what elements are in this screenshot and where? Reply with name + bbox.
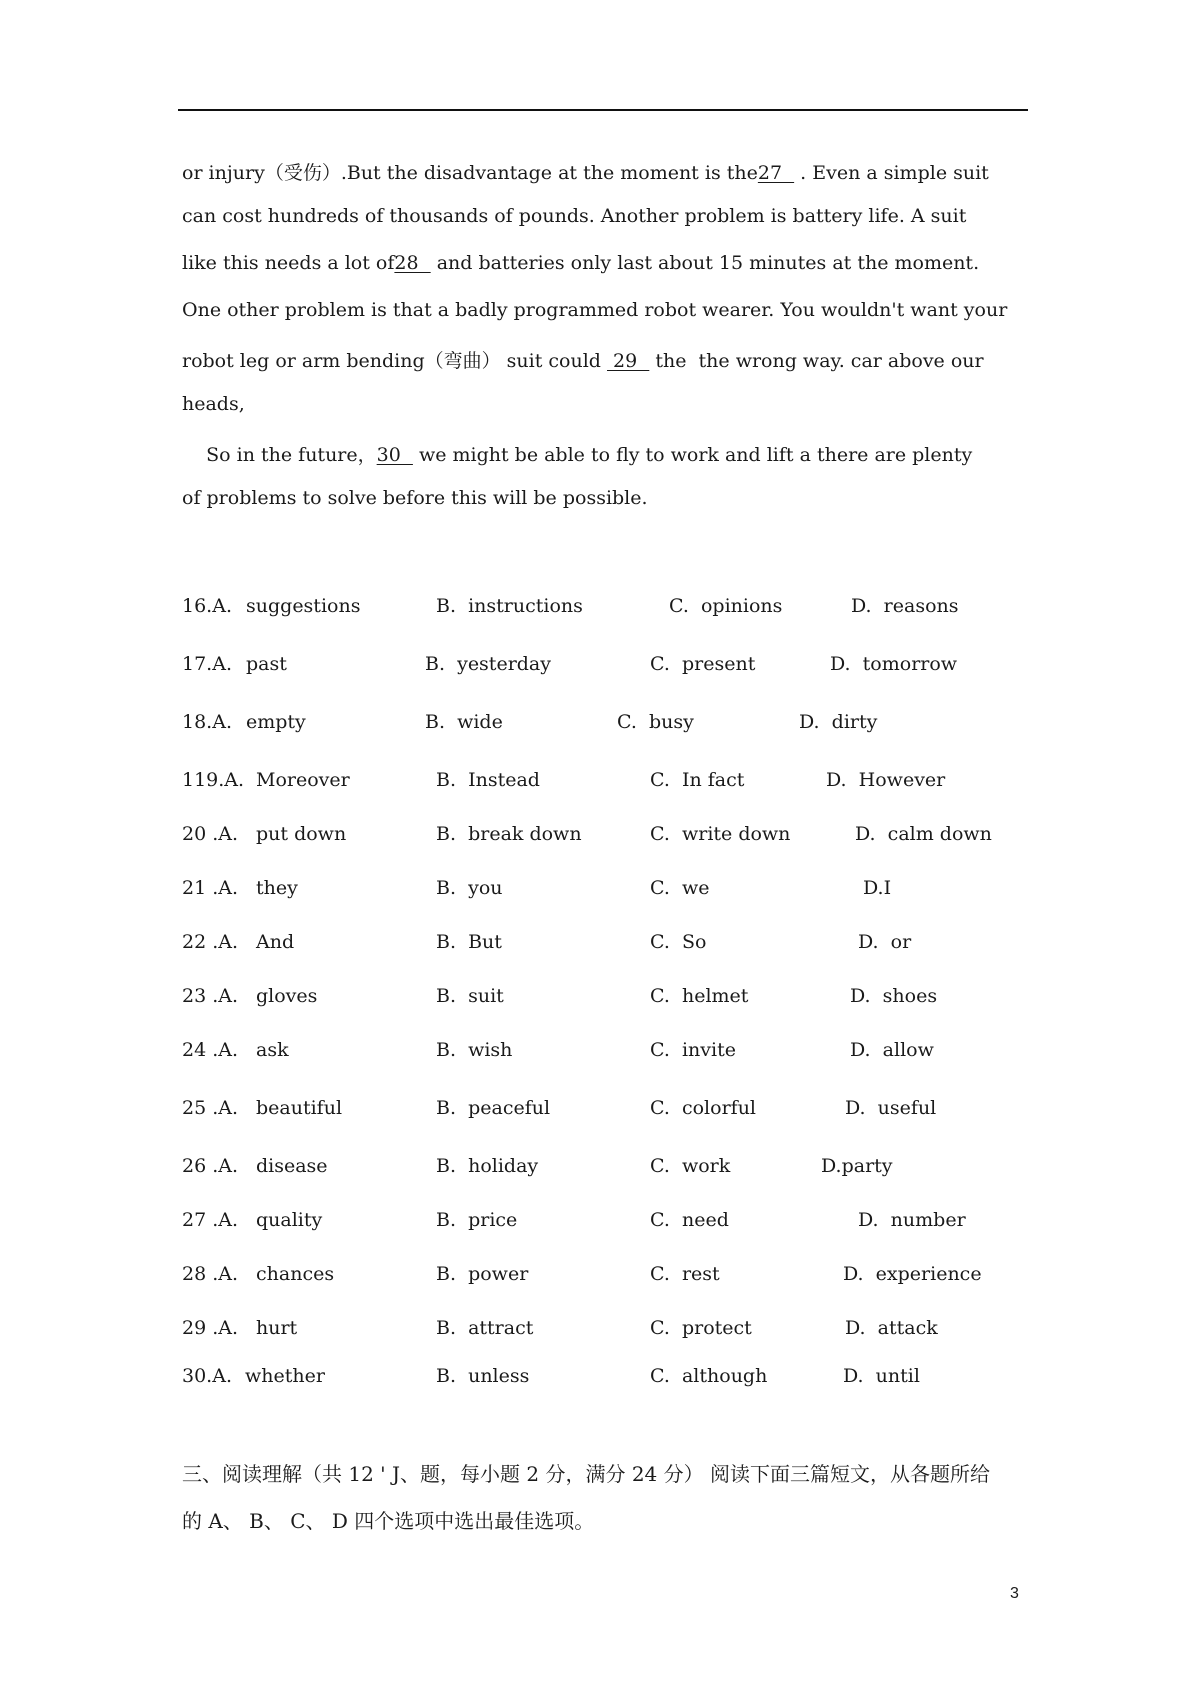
question-number: 119.A. bbox=[182, 769, 245, 791]
question-number: 18.A. bbox=[182, 711, 232, 733]
option-b: B. wish bbox=[436, 1039, 513, 1061]
option-d: D.I bbox=[863, 877, 892, 899]
passage-text: or injury（受伤）.But the disadvantage at the moment is the bbox=[182, 162, 758, 184]
question-number: 27 .A. bbox=[182, 1209, 239, 1231]
option-a: empty bbox=[246, 711, 306, 733]
option-d: D. useful bbox=[845, 1097, 937, 1119]
option-d: D. tomorrow bbox=[830, 653, 958, 675]
answer-blank: 30 bbox=[376, 444, 413, 466]
option-c: C. need bbox=[650, 1209, 729, 1231]
question-number: 21 .A. bbox=[182, 877, 239, 899]
option-c: C. opinions bbox=[669, 595, 783, 617]
passage-line bbox=[182, 393, 245, 415]
question-number: 25 .A. bbox=[182, 1097, 239, 1119]
passage-text: the the wrong way. car above our bbox=[649, 350, 984, 372]
passage-line bbox=[182, 252, 979, 274]
option-c: C. protect bbox=[650, 1317, 752, 1339]
answer-blank: 27 bbox=[757, 162, 795, 184]
option-d: D.party bbox=[821, 1155, 893, 1177]
option-b: B. price bbox=[436, 1209, 518, 1231]
passage-line bbox=[182, 487, 648, 509]
question-number: 20 .A. bbox=[182, 823, 239, 845]
option-c: C. In fact bbox=[650, 769, 745, 791]
option-b: B. attract bbox=[436, 1317, 534, 1339]
option-a: ask bbox=[256, 1039, 289, 1061]
option-c: C. rest bbox=[650, 1263, 720, 1285]
question-number: 24 .A. bbox=[182, 1039, 239, 1061]
option-c: C. write down bbox=[650, 823, 791, 845]
option-b: B. wide bbox=[425, 711, 503, 733]
option-d: D. allow bbox=[850, 1039, 934, 1061]
option-d: D. attack bbox=[845, 1317, 938, 1339]
option-d: D. However bbox=[826, 769, 946, 791]
option-d: D. shoes bbox=[850, 985, 938, 1007]
question-number: 16.A. bbox=[182, 595, 232, 617]
passage-text: So in the future， bbox=[182, 444, 377, 466]
question-number: 29 .A. bbox=[182, 1317, 239, 1339]
option-a: Moreover bbox=[256, 769, 350, 791]
passage-line bbox=[182, 440, 972, 467]
option-b: B. But bbox=[436, 931, 502, 953]
option-b: B. holiday bbox=[436, 1155, 539, 1177]
option-a: chances bbox=[256, 1263, 335, 1285]
option-b: B. break down bbox=[436, 823, 582, 845]
answer-blank: 29 bbox=[607, 350, 650, 372]
option-a: disease bbox=[256, 1155, 328, 1177]
option-b: B. power bbox=[436, 1263, 529, 1285]
option-a: suggestions bbox=[246, 595, 361, 617]
option-c: C. busy bbox=[617, 711, 694, 733]
question-number: 17.A. bbox=[182, 653, 232, 675]
header-rule bbox=[178, 109, 1028, 111]
option-c: C. present bbox=[650, 653, 756, 675]
passage-text: we might be able to fly to work and lift a there are plenty bbox=[412, 444, 973, 466]
option-b: B. instructions bbox=[436, 595, 583, 617]
passage-line bbox=[182, 205, 966, 227]
option-d: D. reasons bbox=[851, 595, 959, 617]
passage-line bbox=[182, 346, 984, 373]
option-a: they bbox=[256, 877, 298, 899]
option-b: B. you bbox=[436, 877, 503, 899]
passage-text: heads, bbox=[182, 393, 245, 415]
option-a: quality bbox=[256, 1209, 323, 1231]
option-d: D. number bbox=[858, 1209, 966, 1231]
passage-text: of problems to solve before this will be possible. bbox=[182, 487, 648, 509]
option-b: B. suit bbox=[436, 985, 504, 1007]
option-d: D. calm down bbox=[855, 823, 992, 845]
option-c: C. colorful bbox=[650, 1097, 757, 1119]
option-b: B. yesterday bbox=[425, 653, 551, 675]
section-heading-line-1: 三、阅读理解（共 12 ' J、题，每小题 2 分，满分 24 分） 阅读下面三篇短文，从各题所给 bbox=[182, 1462, 990, 1486]
question-number: 22 .A. bbox=[182, 931, 239, 953]
passage-text: robot leg or arm bending（弯曲） suit could bbox=[182, 350, 608, 372]
passage-text: and batteries only last about 15 minutes at the moment. bbox=[430, 252, 980, 274]
question-number: 30.A. bbox=[182, 1365, 232, 1387]
option-a: hurt bbox=[256, 1317, 298, 1339]
passage-text: can cost hundreds of thousands of pounds. Another problem is battery life. A suit bbox=[182, 205, 967, 227]
option-d: D. until bbox=[843, 1365, 920, 1387]
option-c: C. So bbox=[650, 931, 707, 953]
question-number: 28 .A. bbox=[182, 1263, 239, 1285]
option-a: gloves bbox=[256, 985, 318, 1007]
passage-text: . Even a simple suit bbox=[794, 162, 989, 184]
passage-line bbox=[182, 158, 989, 185]
question-number: 26 .A. bbox=[182, 1155, 239, 1177]
passage-text: One other problem is that a badly programmed robot wearer. You wouldn't want your bbox=[182, 299, 1008, 321]
question-number: 23 .A. bbox=[182, 985, 239, 1007]
option-a: And bbox=[256, 931, 295, 953]
passage-text: like this needs a lot of bbox=[182, 252, 395, 274]
section-heading-line-2: 的 A、 B、 C、 D 四个选项中选出最佳选项。 bbox=[182, 1509, 595, 1533]
option-c: C. helmet bbox=[650, 985, 749, 1007]
passage-line bbox=[182, 299, 1007, 321]
option-c: C. we bbox=[650, 877, 710, 899]
option-a: put down bbox=[256, 823, 347, 845]
option-c: C. work bbox=[650, 1155, 731, 1177]
page-number: 3 bbox=[1010, 1585, 1019, 1602]
option-d: D. experience bbox=[843, 1263, 982, 1285]
option-a: beautiful bbox=[256, 1097, 343, 1119]
option-d: D. or bbox=[858, 931, 912, 953]
option-d: D. dirty bbox=[799, 711, 878, 733]
option-a: whether bbox=[245, 1365, 325, 1387]
option-b: B. unless bbox=[436, 1365, 530, 1387]
answer-blank: 28 bbox=[394, 252, 431, 274]
option-b: B. Instead bbox=[436, 769, 540, 791]
option-a: past bbox=[246, 653, 287, 675]
option-c: C. although bbox=[650, 1365, 768, 1387]
option-b: B. peaceful bbox=[436, 1097, 551, 1119]
option-c: C. invite bbox=[650, 1039, 736, 1061]
